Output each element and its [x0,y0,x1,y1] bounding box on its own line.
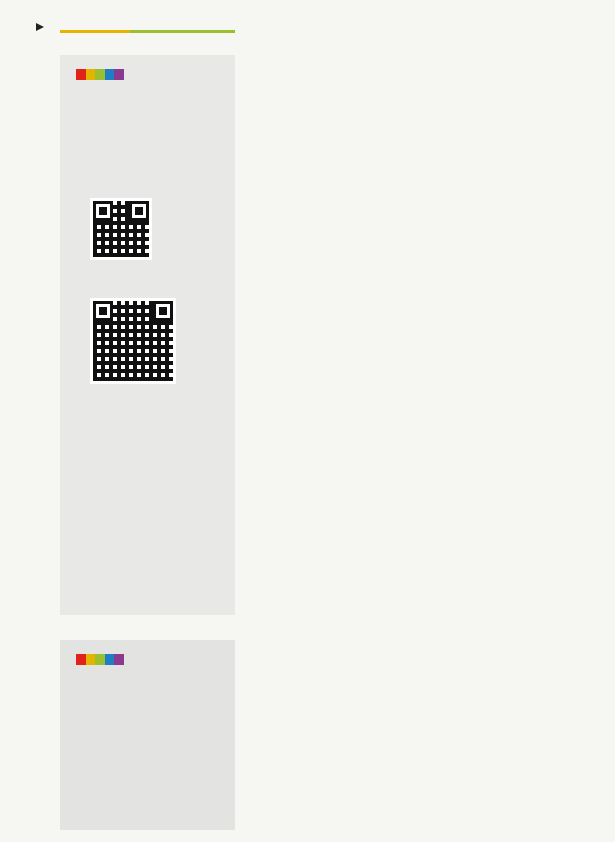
color-bar-segment [105,69,115,80]
section-header [36,18,236,36]
erratum-heading [76,679,219,687]
section-arrow-icon [36,23,44,31]
color-bar-segment [114,69,124,80]
qr-code-icon [90,298,176,384]
article-column-right [438,220,593,795]
letter-sidebar [60,55,235,615]
sidebar-text [76,108,219,188]
sidebar-author [76,420,219,430]
color-bar-segment [86,69,96,80]
color-bar-segment [105,654,115,665]
section-rule [60,30,235,33]
color-bar-segment [76,654,86,665]
sidebar-heading [76,94,219,102]
qr-code-icon [90,198,152,260]
color-bar-segment [95,654,105,665]
qr-caption [76,390,219,414]
article-title [275,78,595,198]
article-column-left [272,220,427,795]
color-bar-segment [114,654,124,665]
page-footer [440,812,600,824]
article-byline [275,186,595,196]
color-bar-segment [76,69,86,80]
color-bar [76,69,124,80]
qr-label [76,280,219,288]
qr-link[interactable] [76,266,219,274]
erratum-sidebar [60,640,235,830]
color-bar-segment [95,69,105,80]
erratum-text [76,693,219,773]
color-bar [76,654,124,665]
color-bar-segment [86,654,96,665]
